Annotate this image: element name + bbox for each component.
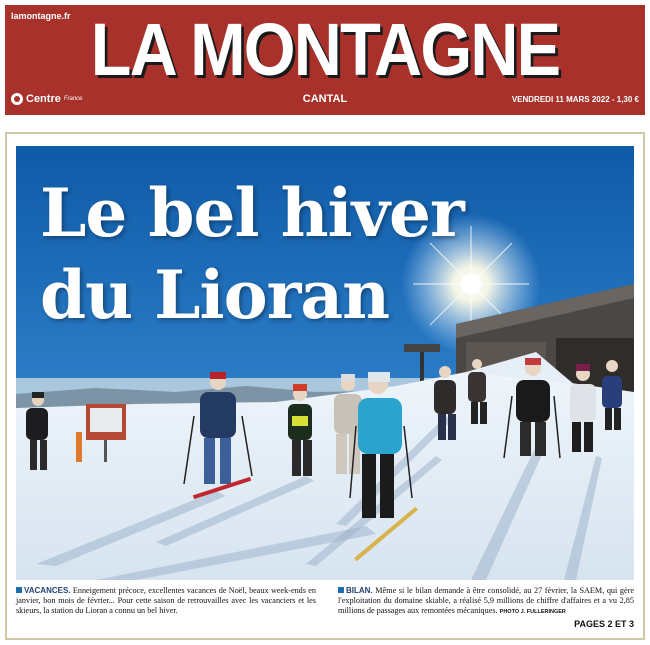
dateline: VENDREDI 11 MARS 2022 - 1,30 € — [511, 95, 639, 104]
caption-text: Enneigement précoce, excellentes vacances de Noël, beaux week-ends en janvier, bon mois de février... Pour cette saison de retrouvailles avec les vacanciers et les skieurs, la station du Lioran a connu un bel hiver. — [16, 586, 316, 616]
centre-france-sub: France — [63, 96, 83, 102]
newspaper-title: LA MONTAGNE — [90, 8, 560, 91]
blue-square-icon — [16, 587, 22, 593]
caption-vacances — [16, 586, 316, 617]
headline-line-2: du Lioran — [40, 256, 390, 334]
photo-captions — [16, 586, 634, 634]
photo-credit: PHOTO J. FULLERINGER — [499, 609, 566, 616]
front-page-headline[interactable] — [40, 172, 560, 336]
blue-square-icon — [338, 587, 344, 593]
caption-keyword: VACANCES. — [24, 586, 71, 595]
bottom-divider — [5, 638, 645, 640]
headline-line-1: Le bel hiver — [40, 174, 464, 252]
masthead — [5, 5, 645, 115]
caption-bilan — [338, 586, 634, 618]
caption-text: Même si le bilan demande à être consolidé, au 27 février, la SAEM, qui gère l'exploitation du domaine skiable, a réalisé 5,9 millions de chiffre d'affaires et a vu 2,85 millions de passages aux remontées mécaniques. — [338, 586, 634, 616]
site-url[interactable]: lamontagne.fr — [11, 11, 71, 21]
centre-france-label: Centre — [26, 93, 61, 105]
edition-label: CANTAL — [302, 93, 348, 105]
pages-reference[interactable]: PAGES 2 ET 3 — [574, 619, 634, 629]
caption-keyword: BILAN. — [346, 586, 373, 595]
